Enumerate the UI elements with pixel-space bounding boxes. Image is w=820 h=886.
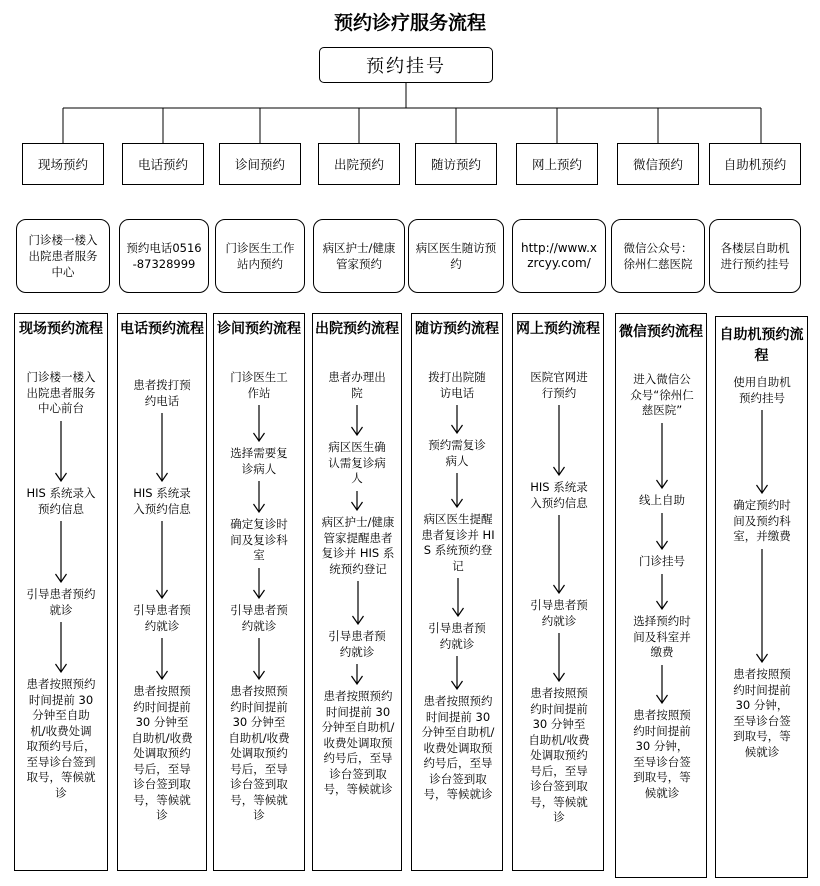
website-url[interactable]: http://www.xzrcyy.com/	[520, 241, 598, 270]
category-kiosk: 自助机预约	[709, 143, 801, 185]
flow-step: 患者按照预约时间提前 30 分钟，至导诊台签到取号，等候就诊	[633, 708, 691, 800]
flow-title: 出院预约流程	[315, 321, 399, 337]
flow-step: 拨打出院随访电话	[428, 370, 486, 400]
down-arrow-icon	[552, 515, 566, 594]
category-wechat: 微信预约	[617, 143, 699, 185]
down-arrow-icon	[552, 405, 566, 476]
down-arrow-icon	[155, 521, 169, 599]
category-onsite: 现场预约	[22, 143, 104, 185]
flow-step: 引导患者预约就诊	[133, 603, 191, 633]
detail-wechat: 微信公众号：徐州仁慈医院	[611, 219, 705, 293]
down-arrow-icon	[655, 665, 669, 704]
down-arrow-icon	[252, 568, 266, 599]
flow-step: 使用自助机预约挂号	[733, 375, 791, 405]
flow-step: 进入微信公众号“徐州仁慈医院”	[630, 372, 694, 417]
flow-step: 引导患者预约就诊	[428, 621, 486, 651]
flow-step: 医院官网进行预约	[530, 370, 588, 400]
flow-wechat	[615, 313, 707, 878]
flow-title: 自助机预约流程	[719, 327, 804, 364]
flow-step: 患者按照预约时间提前 30 分钟，至导诊台签到取号，等候就诊	[733, 667, 791, 759]
flow-step: 引导患者预约就诊	[230, 603, 288, 633]
flow-step: HIS 系统录入预约信息	[530, 480, 588, 510]
flow-title: 诊间预约流程	[217, 321, 301, 337]
flow-step: 患者按照预约时间提前 30 分钟至自助机/收费处调取预约号后，至导诊台签到取号，等候就诊	[321, 689, 395, 796]
flow-onsite	[14, 313, 108, 871]
down-arrow-icon	[155, 413, 169, 482]
flow-step: 患者办理出院	[328, 370, 386, 400]
flow-step: 门诊挂号	[639, 554, 685, 568]
down-arrow-icon	[252, 481, 266, 513]
flow-step: 患者拨打预约电话	[133, 378, 191, 408]
flow-step: HIS 系统录入预约信息	[26, 486, 96, 516]
down-arrow-icon	[350, 664, 364, 685]
flow-step: 选择需要复诊病人	[230, 446, 288, 476]
flow-step: 病区医生提醒患者复诊并 HIS 系统预约登记	[421, 512, 495, 573]
down-arrow-icon	[655, 423, 669, 489]
category-followup: 随访预约	[415, 143, 497, 185]
flow-step: 患者按照预约时间提前 30 分钟至自助机/收费处调取预约号后，至导诊台签到取号，等候就诊	[228, 684, 290, 822]
down-arrow-icon	[54, 421, 68, 482]
flow-title: 随访预约流程	[415, 321, 499, 337]
category-clinic: 诊间预约	[219, 143, 301, 185]
flow-step: 病区护士/健康管家提醒患者复诊并 HIS 系统预约登记	[321, 515, 395, 576]
flow-title: 微信预约流程	[619, 324, 703, 340]
down-arrow-icon	[155, 638, 169, 680]
down-arrow-icon	[351, 581, 365, 625]
category-phone: 电话预约	[122, 143, 204, 185]
down-arrow-icon	[450, 405, 464, 434]
detail-online	[512, 219, 606, 293]
flow-step: HIS 系统录入预约信息	[133, 486, 191, 516]
page-title: 预约诊疗服务流程	[333, 12, 486, 34]
down-arrow-icon	[552, 633, 566, 682]
flow-step: 确定预约时间及预约科室，并缴费	[733, 498, 791, 543]
flow-step: 预约需复诊病人	[428, 438, 486, 468]
flow-title: 现场预约流程	[19, 321, 103, 337]
flow-step: 患者按照预约时间提前 30 分钟至自助机/收费处调取预约号后，至导诊台签到取号，等候就诊	[528, 686, 590, 824]
flow-clinic	[213, 313, 305, 871]
down-arrow-icon	[755, 410, 769, 494]
down-arrow-icon	[252, 405, 266, 442]
flow-online	[512, 313, 604, 871]
detail-discharge: 病区护士/健康管家预约	[313, 219, 405, 293]
down-arrow-icon	[54, 521, 68, 583]
category-discharge: 出院预约	[318, 143, 400, 185]
down-arrow-icon	[350, 405, 364, 436]
down-arrow-icon	[655, 513, 669, 550]
flow-step: 患者按照预约时间提前 30 分钟至自助机/收费处调取预约号后，至导诊台签到取号，等候就诊	[131, 684, 193, 822]
down-arrow-icon	[450, 473, 464, 508]
flow-followup	[411, 313, 503, 871]
flow-title: 网上预约流程	[516, 321, 600, 337]
flow-step: 门诊楼一楼入出院患者服务中心前台	[26, 370, 96, 415]
flow-kiosk	[715, 316, 808, 878]
flow-step: 病区医生确认需复诊病人	[328, 440, 386, 485]
down-arrow-icon	[252, 638, 266, 680]
down-arrow-icon	[450, 656, 464, 690]
down-arrow-icon	[350, 491, 364, 511]
detail-kiosk: 各楼层自助机进行预约挂号	[709, 219, 801, 293]
detail-clinic: 门诊医生工作站内预约	[215, 219, 305, 293]
flow-phone	[117, 313, 207, 871]
flow-step: 患者按照预约时间提前 30 分钟至自助机/收费处调取预约号后，至导诊台签到取号，等候就诊	[26, 677, 96, 800]
down-arrow-icon	[655, 574, 669, 610]
down-arrow-icon	[755, 549, 769, 663]
category-online: 网上预约	[516, 143, 598, 185]
flow-step: 线上自助	[639, 493, 685, 507]
flow-step: 患者按照预约时间提前 30 分钟至自助机/收费处调取预约号后，至导诊台签到取号，等候就诊	[421, 694, 495, 801]
detail-phone: 预约电话0516-87328999	[119, 219, 209, 293]
flow-step: 引导患者预约就诊	[530, 598, 588, 628]
detail-onsite: 门诊楼一楼入出院患者服务中心	[16, 219, 110, 293]
flow-step: 引导患者预约就诊	[328, 629, 386, 659]
root-node-appointment: 预约挂号	[319, 47, 493, 83]
flow-title: 电话预约流程	[120, 321, 204, 337]
down-arrow-icon	[54, 622, 68, 673]
flow-step: 选择预约时间及科室并缴费	[633, 614, 691, 659]
flow-discharge	[312, 313, 402, 871]
flow-step: 引导患者预约就诊	[26, 587, 96, 617]
down-arrow-icon	[451, 578, 465, 617]
flow-step: 确定复诊时间及复诊科室	[230, 517, 288, 562]
flow-step: 门诊医生工作站	[230, 370, 288, 400]
detail-followup: 病区医生随访预约	[408, 219, 504, 293]
